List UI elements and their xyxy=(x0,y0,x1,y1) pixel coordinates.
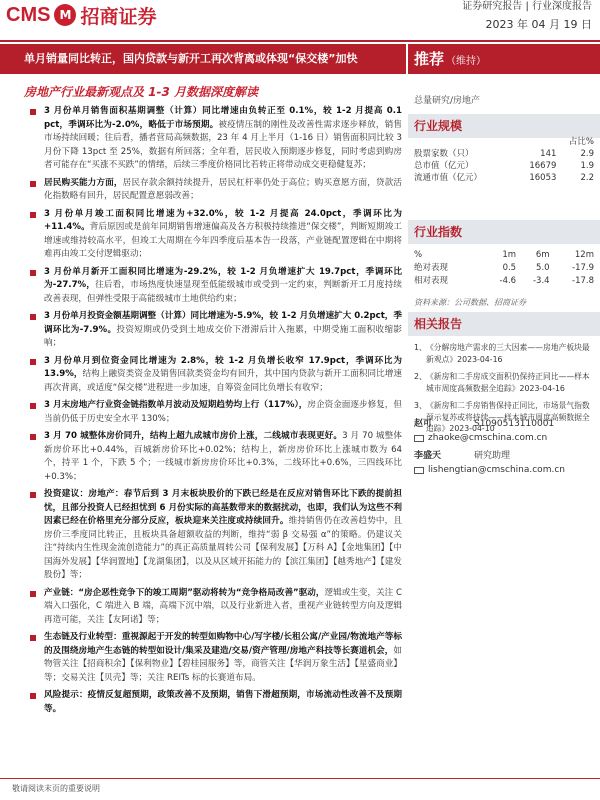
rating-box xyxy=(408,44,600,74)
table-row: 相对表现 -4.6 -3.4 -17.8 xyxy=(414,276,594,286)
bullet-paragraph xyxy=(30,177,402,204)
list-item[interactable]: 3、 《新房和二手房销售保持正同比，市场景气指数预示复苏或将持续——样本城市周度高频数据全追踪》2023-04-10 xyxy=(414,401,590,433)
report-date: 2023 年 04 月 19 日 xyxy=(485,18,592,31)
list-item[interactable]: 1、 《分解房地产需求的三大因素——房地产板块最新观点》2023-04-16 xyxy=(414,343,590,364)
paragraph-lead: 产业链：“房企恶性竞争下的竣工周期”驱动将转为“竞争格局改善”驱动， xyxy=(44,587,325,598)
analyst-block xyxy=(414,417,598,477)
mail-icon xyxy=(414,435,424,442)
analyst-entry xyxy=(414,417,598,445)
bullet-paragraph xyxy=(30,430,402,484)
logo-cn-text: 招商证券 xyxy=(80,5,157,28)
bullet-paragraph xyxy=(30,631,402,685)
bullet-paragraph xyxy=(30,208,402,262)
paragraph-body: 投资短期或仍受到土地成交价下滑滞后计入拖累，中期受施工面积收缩影响； xyxy=(44,324,402,348)
analyst-entry xyxy=(414,449,598,477)
pct-header: 占比% xyxy=(568,137,594,147)
table-row: 总市值（亿元） 16679 1.9 xyxy=(414,161,594,171)
bullet-paragraph xyxy=(30,355,402,396)
paragraph-lead: 3 月末房地产行业资金链指数单月波动及短期趋势均上行（117%）， xyxy=(44,400,308,410)
paragraph-lead: 风险提示：疫情反复超预期，政策改善不及预期，销售下滑超预期，市场流动性改善不及预期等。 xyxy=(44,690,402,714)
mail-icon xyxy=(414,467,424,474)
paragraph-body: 维持销售仍在改善趋势中，且房价三季度同比转正，且板块具备超额收益的判断，维持“弱 β 交易强 α”的策略。仍建议关注“持续内生性现金流创造能力”的真正高质量周转公司【保利发展】【万科 A】【金地集团】【中国海外发展】【华润置地】【龙湖集团】，以及从区域开拓能力的【滨江集团】【越秀地产】【建发股份】等； xyxy=(44,516,402,580)
title-banner: 单月销量同比转正，国内贷款与新开工再次背离或体现“保交楼”加快 xyxy=(0,44,406,74)
paragraph-body: 3 月 70 城整体新房价环比+0.44%，百城新房价环比+0.02%；结构上，新房房价环比上涨城市数为 64 个，持平 1 个，下跌 5 个；一线城市新房房价环比+0.3%，二线环比+0.6%，三四线环比+0.3%； xyxy=(44,431,402,482)
analyst-name: 赵可 xyxy=(414,419,433,429)
footer-disclaimer: 敬请阅读末页的重要说明 xyxy=(12,784,100,793)
paragraph-lead: 投资建议：房地产：春节后到 3 月末板块股价的下跌已经是在反应对销售环比下跌的提前担忧，且部分投资人已经担忧到 6 月份实际的高基数带来的数据扰动，也即，我们认为这些不利因素已经在价格里充分部分反应，板块迎来关注度或持续回升。 xyxy=(44,489,402,526)
bullet-paragraph xyxy=(30,105,402,173)
rating-note: （维持） xyxy=(446,56,487,67)
paragraph-lead: 3 月 70 城整体房价同升，结构上超九成城市房价上涨，二线城市表现更好。 xyxy=(44,431,343,441)
table-row: 股票家数（只） 141 2.9 xyxy=(414,149,594,159)
header-meta xyxy=(462,0,592,34)
paragraph-lead: 3 月份单月竣工面积同比增速为+32.0%，较 1-2 月提高 24.0pct，季调环比为+11.4%。 xyxy=(44,208,402,232)
bullet-paragraph xyxy=(30,399,402,426)
paragraph-body: 房企资金面逐步修复，但当前仍低于历史安全水平 130%； xyxy=(44,400,402,424)
bullet-paragraph xyxy=(30,266,402,307)
main-content xyxy=(30,105,402,775)
analyst-email[interactable]: zhaoke@cmschina.com.cn xyxy=(428,433,548,443)
paragraph-lead: 3 月份单月到位资金同比增速为 2.8%，较 1-2 月负增长收窄 17.9pct，季调环比为 13.9%， xyxy=(44,355,402,379)
footer-divider xyxy=(0,778,600,779)
table-row: 流通市值（亿元） 16053 2.2 xyxy=(414,173,594,183)
paragraph-lead: 3 月份单月新开工面积同比增速为-29.2%，较 1-2 月负增速扩大 19.7pct，季调环比为-27.7%， xyxy=(44,266,402,290)
analyst-cert: S1090513110001 xyxy=(474,419,555,429)
paragraph-lead: 3 月份单月投资金额基期调整（计算）同比增速为-5.9%，较 1-2 月负增速扩大 0.2pct，季调环比为-7.9%。 xyxy=(44,311,402,335)
report-subtitle: 房地产行业最新观点及 1-3 月数据深度解读 xyxy=(24,85,259,99)
list-item[interactable]: 2、 《新房和二手房成交面积仍保持正同比——样本城市周度高频数据全追踪》2023-04-16 xyxy=(414,372,590,393)
rating-label: 推荐 xyxy=(414,50,445,68)
analyst-email[interactable]: lishengtian@cmschina.com.cn xyxy=(428,465,565,475)
paragraph-body: 如物管关注【招商积余】【保利物业】【碧桂园服务】等，商管关注【华润万象生活】【星盛商业】等；交易关注【贝壳】等；关注 REITs 标的长赛道布局。 xyxy=(44,645,402,683)
industry-index-title: 行业指数 xyxy=(408,220,600,244)
table-row: 绝对表现 0.5 5.0 -17.9 xyxy=(414,263,594,273)
header-divider xyxy=(0,40,600,42)
analyst-name: 李盛天 xyxy=(414,451,442,461)
related-reports-title: 相关报告 xyxy=(408,312,600,336)
paragraph-body: 被疫情压制的刚性及改善性需求逐步释放，销售市场持续回暖；往后看，播者营局高频数据，23 年 4 月上半月（1-16 日）销售面积同比较 3 月份下降 13pct 至 25%，数据有所回落；全年看，居民收入预期逐步修复，同时考虑到购房者可能存在“买涨不买跌”的情绪，后续三季度价格同比若转正将带动成交更稳健复苏； xyxy=(44,119,402,170)
paragraph-body: 逻辑或生变，关注 C 端入口强化，C 端进入 B 端，高端下沉中端，以及行业新进入者，重视产业链转型方向及逻辑再造可能，关注【友阿诺】等； xyxy=(44,587,402,625)
bullet-paragraph xyxy=(30,310,402,351)
paragraph-lead: 3 月份单月销售面积基期调整（计算）同比增速由负转正至 0.1%，较 1-2 月提高 0.1 pct，季调环比为-2.0%，略低于市场预期。 xyxy=(44,106,402,130)
cms-logo xyxy=(6,2,156,28)
bullet-paragraph xyxy=(30,587,402,628)
data-source: 资料来源：公司数据、招商证券 xyxy=(414,298,526,307)
bullet-paragraph xyxy=(30,689,402,716)
doc-type: 证券研究报告 | 行业深度报告 xyxy=(462,1,592,12)
paragraph-body: 往后看，市场热度快速显现至低能级城市或受到一定约束，判断新开工月度持续改善表现，但弹性受限于高能级城市土地供给约束； xyxy=(44,280,402,304)
paragraph-lead: 生态链及行业转型：重视源起于开发的转型如购物中心/写字楼/长租公寓/产业园/物流地产等标的及围绕房地产生态链的转型如设计/集采及建造/交易/资产管理/房地产科技等长赛道机会， xyxy=(44,632,402,656)
page-header xyxy=(0,0,600,44)
bullet-paragraph xyxy=(30,488,402,583)
industry-scale-title: 行业规模 xyxy=(408,114,600,138)
paragraph-body: 结构上融资类资金及销售回款类资金均有回升，其中国内贷款与新开工面积同比增速再次背离，或适度“保交楼”进程进一步加速，自筹资金同比负增长有收窄； xyxy=(44,369,402,393)
paragraph-body: 背后原因或是前年同期销售增速偏高及各方积极持续推进“保交楼”，判断短期竣工增速或维持较高水平，但竣工大周期在今年四季度后基本告一段落，产业链配置逻辑在中期将难再由竣工交付逻辑驱动； xyxy=(44,222,402,259)
analyst-cert: 研究助理 xyxy=(474,451,511,461)
industry-scale-table xyxy=(414,136,594,184)
industry-index-table: % 1m 6m 12m 绝对表现 0.5 5.0 -17.9 相对表现 -4.6 -3.4 -17.8 xyxy=(414,250,594,286)
sector-label: 总量研究/房地产 xyxy=(414,96,481,106)
sidebar xyxy=(408,80,600,800)
logo-en-text: CMS xyxy=(6,3,51,26)
logo-badge-icon: M xyxy=(54,4,76,26)
paragraph-lead: 居民购买能力方面， xyxy=(44,177,123,188)
paragraph-body: 居民存款余额持续提升，居民杠杆率仍处于高位；购买意愿方面，贷款活化指数略有回升，居民配置意愿弱改善； xyxy=(44,177,402,201)
